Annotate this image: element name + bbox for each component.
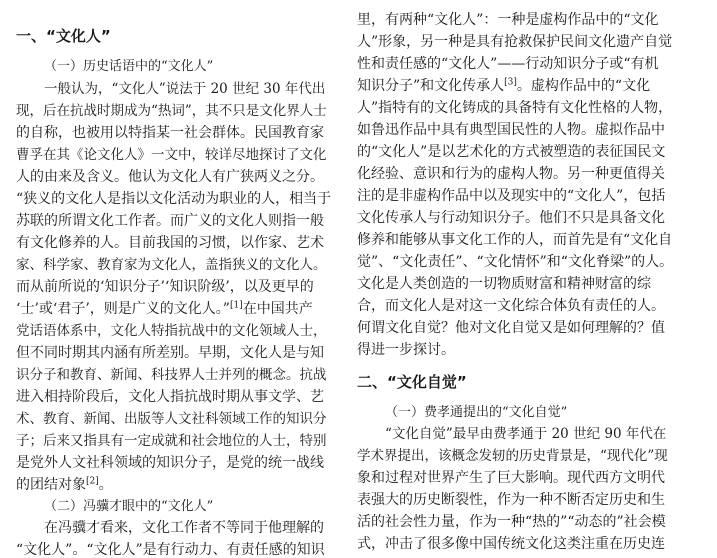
- section-heading: 一、“文化人”: [16, 27, 111, 45]
- text-line: 文化是人类创造的一切物质财富和精神财富的综: [357, 276, 651, 292]
- text-line: 知识分子”和文化传承人[3]。虚构作品中的“文化: [357, 77, 651, 94]
- text-line: 人”形象，另一种是具有抢救保护民间文化遗产自觉: [357, 34, 673, 50]
- text-line: 活的社会性力量，作为一种“热的”“动态的”社会模: [357, 514, 666, 530]
- citation-ref: [1]: [229, 300, 243, 311]
- text-line: 表强大的历史断裂性，作为一种不断否定历史和生: [357, 492, 665, 508]
- text-line: “狭义的文化人是指以文化活动为职业的人，相当于: [16, 191, 332, 207]
- text-line: 苏联的所谓文化工作者。而广义的文化人则指一般: [16, 213, 324, 229]
- text-line: 式，冲击了很多像中国传统文化这类注重在历史连: [357, 536, 665, 552]
- text-line: 的自称，也被用以特指某一社会群体。民国教育家: [16, 125, 324, 141]
- text-line: 术、教育、新闻、出版等人文社科领域工作的知识分: [16, 411, 327, 427]
- text-line: 学术界提出，该概念发轫的历史背景是，“现代化”现: [357, 448, 668, 464]
- text-line: 识分子和教育、新闻、科技界人士并列的概念。抗战: [16, 367, 327, 383]
- text-line: 注的是非虚构作品中以及现实中的“文化人”，包括: [357, 188, 666, 204]
- subsection-heading: （二）冯骥才眼中的“文化人”: [44, 499, 214, 514]
- text-line: 曹孚在其《论文化人》一文中，较详尽地探讨了文化: [16, 147, 327, 163]
- text-line: 修养和能够从事文化工作的人，而首先是有“文化自: [357, 232, 673, 248]
- text-line: 的“文化人”是以艺术化的方式被塑造的表征国民文: [357, 144, 666, 160]
- text-line: 人”指特有的文化铸成的具备特有文化性格的人物，: [357, 100, 673, 116]
- text-line: 化经验、意识和行为的虚构人物。另一种更值得关: [357, 166, 665, 182]
- text-line: 但不同时期其内涵有所差别。早期，文化人是与知: [16, 345, 324, 361]
- text-line: 性和责任感的“文化人”——行动知识分子或“有机: [357, 56, 659, 72]
- text-line: 在冯骥才看来，文化工作者不等同于他理解的: [44, 520, 324, 536]
- citation-ref: [2]: [86, 476, 99, 487]
- text-line: 觉”、“文化责任”、“文化情怀”和“文化脊梁”的人。: [357, 254, 674, 270]
- text-line: ‘士’或‘君子’，则是广义的文化人。”[1]在中国共产: [16, 300, 313, 317]
- text-line: “文化人”。“文化人”是有行动力、有责任感的知识: [16, 542, 325, 558]
- text-line: 是党外人文社科领域的知识分子，是党的统一战线: [16, 455, 324, 471]
- text-line: 一般认为，“文化人”说法于 20 世纪 30 年代出: [44, 81, 326, 97]
- text-line: 而从前所说的‘知识分子’‘知识阶级’，以及更早的: [16, 279, 314, 295]
- text-line: 文化传承人与行动知识分子。他们不只是具备文化: [357, 210, 665, 226]
- subsection-heading: （一）费孝通提出的“文化自觉”: [385, 405, 568, 420]
- text-line: 象和过程对世界产生了巨大影响。现代西方文明代: [357, 470, 665, 486]
- text-line: 有文化修养的人。目前我国的习惯，以作家、艺术: [16, 235, 324, 251]
- text-line: 进入相持阶段后，文化人指抗战时期从事文学、艺: [16, 389, 324, 405]
- text-line: 何谓文化自觉？他对文化自觉又是如何理解的？值: [357, 320, 665, 336]
- section-heading: 二、“文化自觉”: [357, 373, 467, 391]
- citation-ref: [3]: [504, 77, 517, 88]
- text-line: 里，有两种“文化人”：一种是虚构作品中的“文化: [357, 12, 659, 28]
- subsection-heading: （一）历史话语中的“文化人”: [44, 59, 214, 74]
- text-line: 人的由来及含义。他认为文化人有广狭两义之分。: [16, 169, 324, 185]
- text-line: 的团结对象[2]。: [16, 476, 113, 493]
- text-line: 现，后在抗战时期成为“热词”，其不只是文化界人士: [16, 103, 327, 119]
- text-line: 家、科学家、教育家为文化人，盖指狭义的文化人。: [16, 257, 327, 273]
- text-line: “文化自觉”最早由费孝通于 20 世纪 90 年代在: [385, 426, 667, 442]
- text-line: 合，而文化人是对这一文化综合体负有责任的人。: [357, 298, 665, 314]
- text-line: 子；后来又指具有一定成就和社会地位的人士，特别: [16, 433, 327, 449]
- text-line: 得进一步探讨。: [357, 342, 455, 358]
- text-line: 党话语体系中，文化人特指抗战中的文化领域人士，: [16, 323, 327, 339]
- text-line: 如鲁迅作品中具有典型国民性的人物。虚拟作品中: [357, 122, 665, 138]
